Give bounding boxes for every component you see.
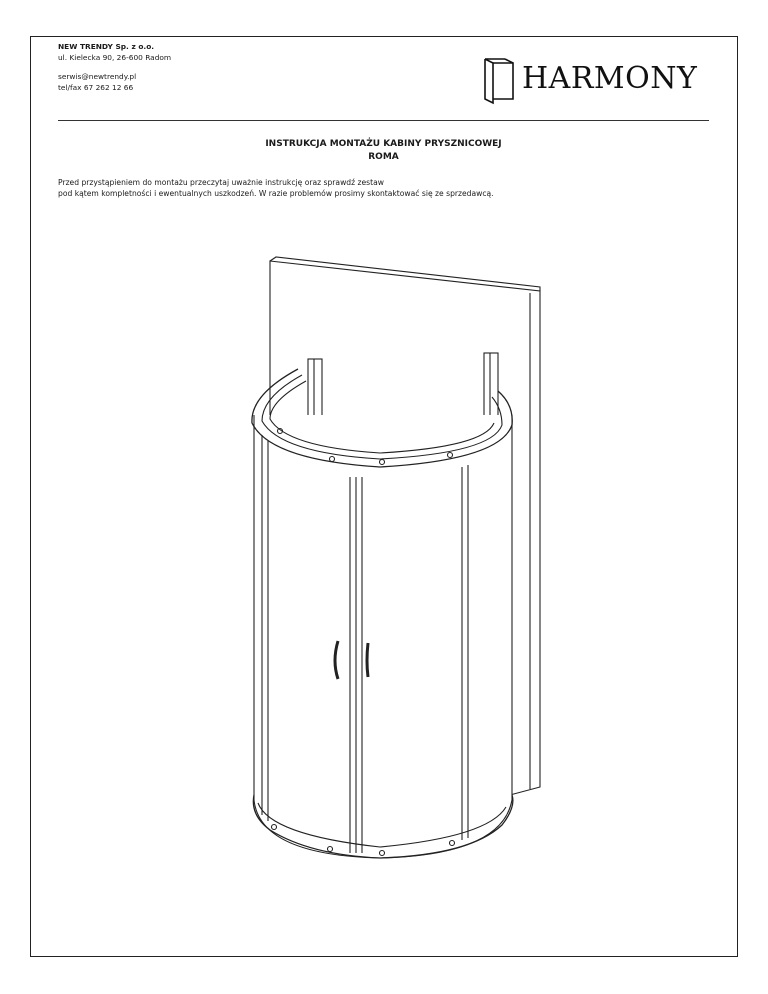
document-title [58, 138, 709, 164]
header-divider [58, 120, 709, 121]
brand-name: HARMONY [522, 61, 698, 96]
company-address: ul. Kielecka 90, 26-600 Radom [58, 52, 172, 62]
shower-cabin-illustration [240, 255, 550, 865]
intro-text [58, 177, 678, 199]
brand-logo [482, 55, 714, 103]
company-name: NEW TRENDY Sp. z o.o. [58, 42, 155, 51]
door-logo-icon [482, 55, 518, 105]
intro-line-1: Przed przystąpieniem do montażu przeczytaj uważnie instrukcję oraz sprawdź zestaw [58, 178, 384, 187]
glass-panels [254, 415, 512, 858]
company-phone: tel/fax 67 262 12 66 [58, 82, 134, 92]
title-line-2: ROMA [368, 152, 399, 162]
company-email: serwis@newtrendy.pl [58, 72, 137, 81]
company-info [58, 42, 171, 93]
intro-line-2: pod kątem kompletności i ewentualnych uszkodzeń. W razie problemów prosimy skontaktować się ze sprzedawcą. [58, 189, 494, 198]
title-line-1: INSTRUKCJA MONTAŻU KABINY PRYSZNICOWEJ [265, 139, 502, 149]
